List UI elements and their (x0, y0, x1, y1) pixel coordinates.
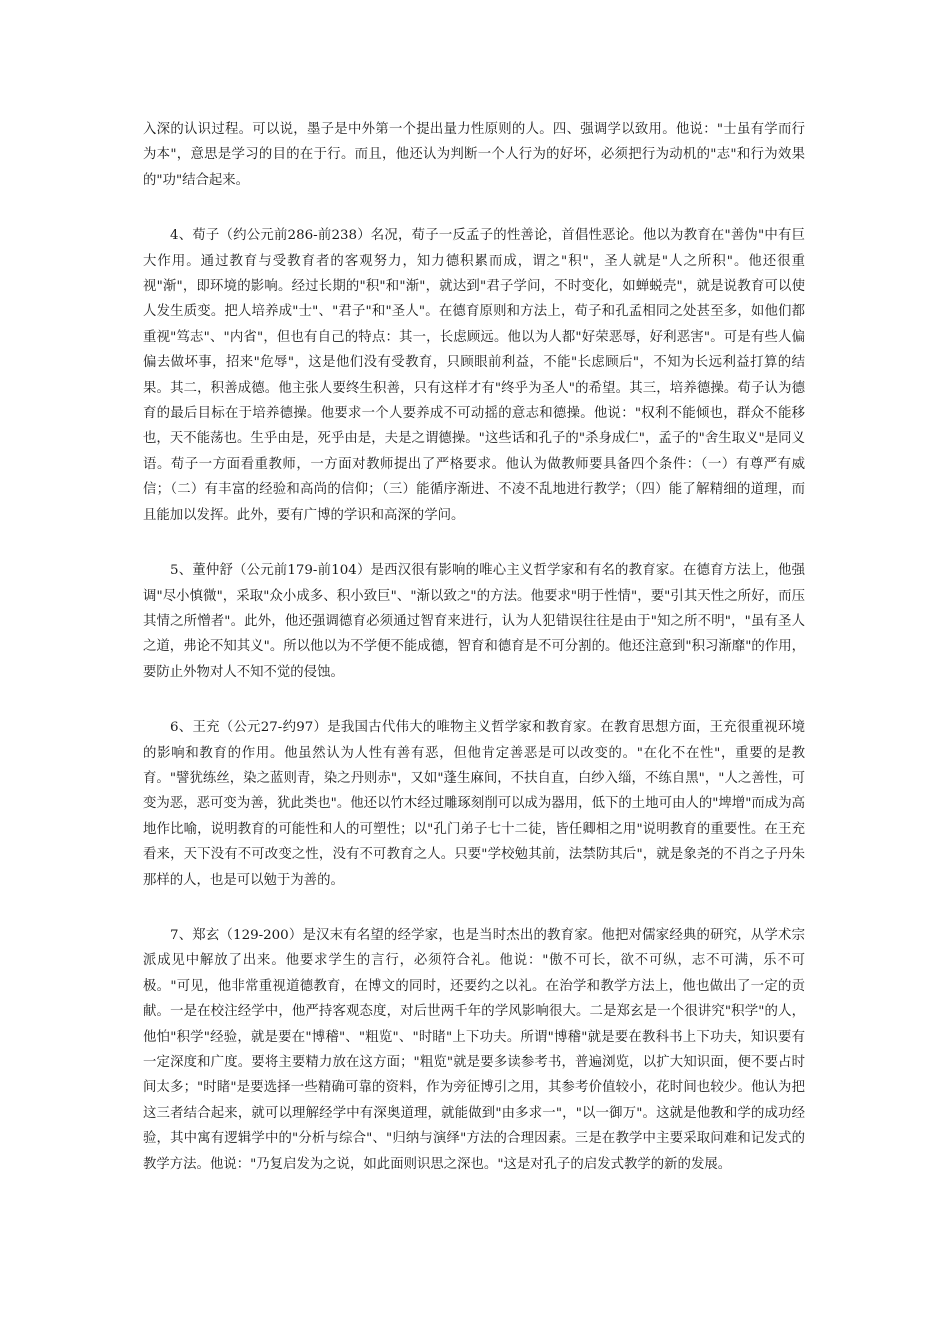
paragraph-spacer (143, 685, 805, 715)
paragraph-mozi-continuation: 入深的认识过程。可以说，墨子是中外第一个提出量力性原则的人。四、强调学以致用。他说："士虽有学而行为本"，意思是学习的目的在于行。而且，他还认为判断一个人行为的好坏，必须把行为动机的"志"和行为效果的"功"结合起来。 (143, 122, 805, 188)
document-page (143, 117, 805, 1177)
paragraph-spacer (143, 193, 805, 223)
paragraph-spacer (143, 893, 805, 923)
paragraph-dong-zhongshu: 5、董仲舒（公元前179-前104）是西汉很有影响的唯心主义哲学家和有名的教育家。在德育方法上，他强调"尽小慎微"，采取"众小成多、积小致巨"、"渐以致之"的方法。他要求"明于性情"，要"引其天性之所好，而压其情之所憎者"。此外，他还强调德育必须通过智育来进行，认为人犯错误往往是由于"知之所不明"，"虽有圣人之道，弗论不知其义"。所以他以为不学便不能成德，智育和德育是不可分割的。他还注意到"积习渐靡"的作用，要防止外物对人不知不觉的侵蚀。 (143, 563, 805, 680)
paragraph-spacer (143, 528, 805, 558)
paragraph-zheng-xuan: 7、郑玄（129-200）是汉末有名望的经学家，也是当时杰出的教育家。他把对儒家经典的研究，从学术宗派成见中解放了出来。他要求学生的言行，必须符合礼。他说："傲不可长，欲不可纵，志不可满，乐不可极。"可见，他非常重视道德教育，在博文的同时，还要约之以礼。在治学和教学方法上，他也做出了一定的贡献。一是在校注经学中，他严持客观态度，对后世两千年的学风影响很大。二是郑玄是一个很讲究"积学"的人，他怕"积学"经验，就是要在"博稽"、"粗览"、"时睹"上下功夫。所谓"博稽"就是要在教科书上下功夫，知识要有一定深度和广度。要将主要精力放在这方面；"粗览"就是要多读参考书，普遍浏览，以扩大知识面，便不要占时间太多；"时睹"是要选择一些精确可靠的资料，作为旁征博引之用，其参考价值较小，花时间也较少。他认为把这三者结合起来，就可以理解经学中有深奥道理，就能做到"由多求一"，"以一御万"。这就是他教和学的成功经验，其中寓有逻辑学中的"分析与综合"、"归纳与演绎"方法的合理因素。三是在教学中主要采取问难和记发式的教学方法。他说："乃复启发为之说，如此面则识思之深也。"这是对孔子的启发式教学的新的发展。 (143, 927, 805, 1172)
paragraph-xunzi: 4、荀子（约公元前286-前238）名况，荀子一反孟子的性善论，首倡性恶论。他以为教育在"善伪"中有巨大作用。通过教育与受教育者的客观努力，知力德积累而成，谓之"积"，圣人就是"人之所积"。他还很重视"渐"，即环境的影响。经过长期的"积"和"渐"，就达到"君子学问，不时变化，如蝉蜕壳"，就是说教育可以使人发生质变。把人培养成"士"、"君子"和"圣人"。在德育原则和方法上，荀子和孔孟相同之处甚至多，如他们都重视"笃志"、"内省"，但也有自己的特点：其一，长虑顾远。他以为人都"好荣恶辱，好利恶害"。可是有些人偏偏去做坏事，招来"危辱"，这是他们没有受教育，只顾眼前利益，不能"长虑顾后"，不知为长远利益打算的结果。其二，积善成德。他主张人要终生积善，只有这样才有"终乎为圣人"的希望。其三，培养德操。荀子认为德育的最后目标在于培养德操。他要求一个人要养成不可动摇的意志和德操。他说："权利不能倾也，群众不能移也，天不能荡也。生乎由是，死乎由是，夫是之谓德操。"这些话和孔子的"杀身成仁"，孟子的"舍生取义"是同义语。荀子一方面看重教师，一方面对教师提出了严格要求。他认为做教师要具备四个条件：（一）有尊严有威信；（二）有丰富的经验和高尚的信仰；（三）能循序渐进、不凌不乱地进行教学；（四）能了解精细的道理，而且能加以发挥。此外，要有广博的学识和高深的学问。 (143, 228, 805, 523)
paragraph-wang-chong: 6、王充（公元27-约97）是我国古代伟大的唯物主义哲学家和教育家。在教育思想方面，王充很重视环境的影响和教育的作用。他虽然认为人性有善有恶，但他肯定善恶是可以改变的。"在化不在性"，重要的是教育。"譬犹练丝，染之蓝则青，染之丹则赤"，又如"蓬生麻间，不扶自直，白纱入缁，不练自黑"，"人之善性，可变为恶，恶可变为善，犹此类也"。他还以竹木经过雕琢刻削可以成为器用，低下的土地可由人的"埤增"而成为高地作比喻，说明教育的可能性和人的可塑性；以"孔门弟子七十二徒，皆任卿相之用"说明教育的重要性。在王充看来，天下没有不可改变之性，没有不可教育之人。只要"学校勉其前，法禁防其后"，就是象尧的不肖之子丹朱那样的人，也是可以勉于为善的。 (143, 720, 805, 888)
